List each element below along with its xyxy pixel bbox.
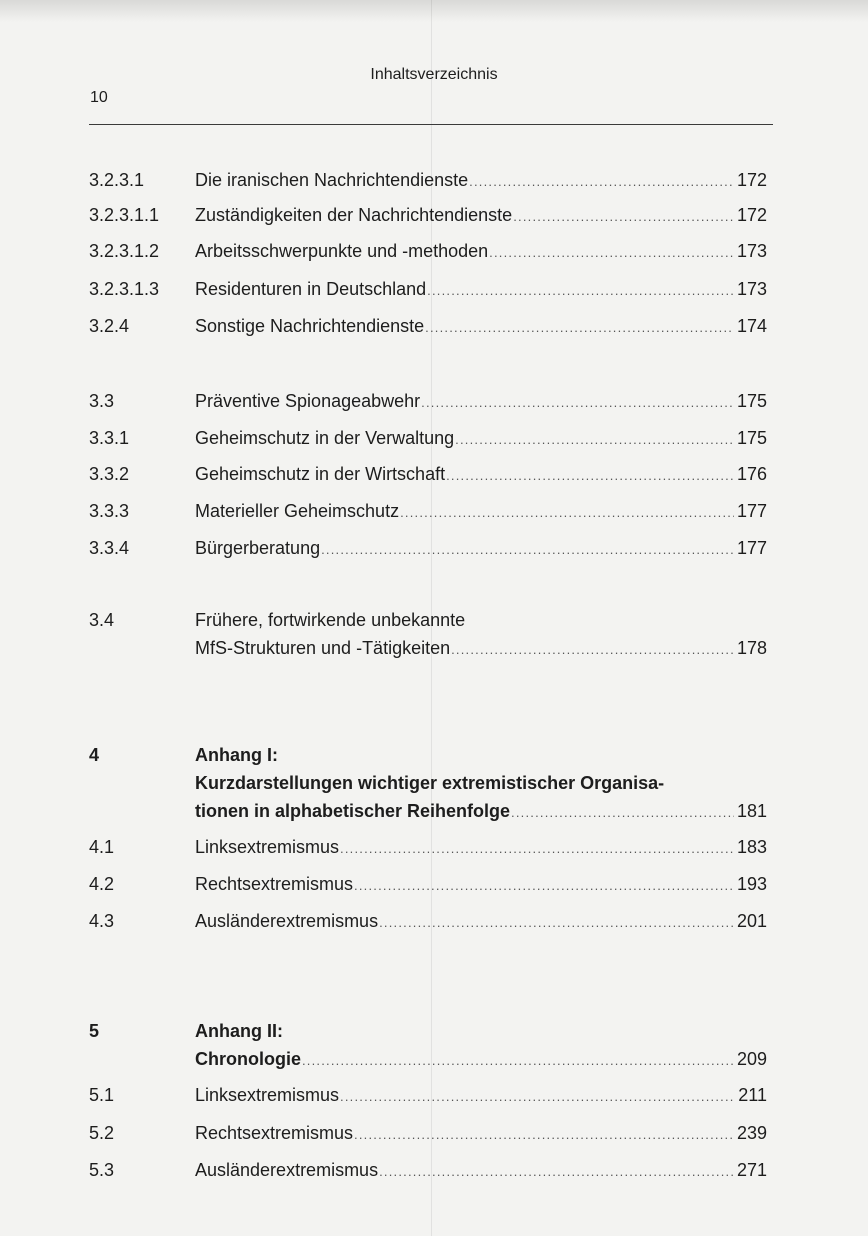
toc-entry-number: 3.2.3.1 xyxy=(89,170,145,190)
toc-entry-title: Ausländerextremismus xyxy=(195,911,379,931)
dot-leader xyxy=(451,636,734,664)
toc-entry-page: 173 xyxy=(736,279,767,299)
dot-leader xyxy=(513,200,734,234)
toc-entry-number: 3.3.4 xyxy=(89,538,130,558)
toc-entry-title-line: Anhang I: xyxy=(195,745,278,765)
dot-leader xyxy=(379,1155,734,1189)
toc-entry-number: 5.1 xyxy=(89,1085,115,1105)
dot-leader xyxy=(302,1047,734,1075)
toc-entry-page: 178 xyxy=(736,638,767,658)
dot-leader xyxy=(425,311,734,345)
header-divider xyxy=(89,124,773,125)
toc-entry-page: 183 xyxy=(736,837,767,857)
toc-entry-title-line: Anhang II: xyxy=(195,1021,283,1041)
toc-entry-page: 175 xyxy=(736,391,767,411)
toc-entry-title: Linksextremismus xyxy=(195,1085,340,1105)
toc-entry-number: 3.2.4 xyxy=(89,316,130,336)
toc-entry-number: 4.3 xyxy=(89,911,115,931)
toc-entry-number: 4 xyxy=(89,745,100,765)
toc-entry-number: 5.2 xyxy=(89,1123,115,1143)
toc-entry-title-line: Kurzdarstellungen wichtiger extremistischer Organisa- xyxy=(195,773,665,793)
toc-entry-page: 172 xyxy=(736,205,767,225)
toc-entry-page: 201 xyxy=(736,911,767,931)
dot-leader xyxy=(379,906,734,940)
toc-entry-title: Materieller Geheimschutz xyxy=(195,501,400,521)
dot-leader xyxy=(489,236,734,270)
dot-leader xyxy=(427,274,734,308)
dot-leader xyxy=(469,165,734,199)
toc-entry-page: 175 xyxy=(736,428,767,448)
toc-entry-title: Zuständigkeiten der Nachrichtendienste xyxy=(195,205,513,225)
toc-entry-title: Rechtsextremismus xyxy=(195,1123,354,1143)
toc-entry-page: 176 xyxy=(736,464,767,484)
toc-entry-title: Ausländerextremismus xyxy=(195,1160,379,1180)
scan-shadow xyxy=(0,0,868,22)
toc-entry-page: 177 xyxy=(736,538,767,558)
page-number: 10 xyxy=(90,89,108,106)
toc-entry-page: 177 xyxy=(736,501,767,521)
toc-entry-page: 239 xyxy=(736,1123,767,1143)
toc-entry-title: Sonstige Nachrichtendienste xyxy=(195,316,425,336)
toc-entry-page: 193 xyxy=(736,874,767,894)
dot-leader xyxy=(354,869,734,903)
toc-entry-number: 4.2 xyxy=(89,874,115,894)
running-header-title: Inhaltsverzeichnis xyxy=(370,66,498,83)
toc-entry-number: 5.3 xyxy=(89,1160,115,1180)
toc-entry-title: Rechtsextremismus xyxy=(195,874,354,894)
toc-entry-title: Die iranischen Nachrichtendienste xyxy=(195,170,469,190)
dot-leader xyxy=(354,1118,734,1152)
toc-entry-title-line: MfS-Strukturen und -Tätigkeiten xyxy=(195,638,451,658)
toc-entry-page: 173 xyxy=(736,241,767,261)
dot-leader xyxy=(421,386,734,420)
toc-entry-title: Bürgerberatung xyxy=(195,538,321,558)
toc-entry-title-line: tionen in alphabetischer Reihenfolge xyxy=(195,801,511,821)
toc-entry-page: 271 xyxy=(736,1160,767,1180)
toc-entry-page: 209 xyxy=(736,1049,767,1069)
dot-leader xyxy=(321,533,734,567)
dot-leader xyxy=(511,799,734,827)
toc-entry-page: 174 xyxy=(736,316,767,336)
toc-entry-title: Linksextremismus xyxy=(195,837,340,857)
toc-entry-number: 4.1 xyxy=(89,837,115,857)
toc-entry-title: Geheimschutz in der Wirtschaft xyxy=(195,464,446,484)
toc-entry-title: Präventive Spionageabwehr xyxy=(195,391,421,411)
toc-entry-title: Residenturen in Deutschland xyxy=(195,279,427,299)
toc-entry-number: 3.3.3 xyxy=(89,501,130,521)
dot-leader xyxy=(340,832,734,866)
dot-leader xyxy=(455,423,734,457)
toc-entry-number: 3.3.1 xyxy=(89,428,130,448)
toc-entry-title: Geheimschutz in der Verwaltung xyxy=(195,428,455,448)
dot-leader xyxy=(400,496,734,530)
toc-entry-number: 5 xyxy=(89,1021,100,1041)
toc-entry-title-line: Chronologie xyxy=(195,1049,301,1069)
toc-entry-title: Arbeitsschwerpunkte und -methoden xyxy=(195,241,489,261)
toc-entry-number: 3.2.3.1.1 xyxy=(89,205,160,225)
toc-entry-number: 3.4 xyxy=(89,610,115,630)
toc-entry-number: 3.3 xyxy=(89,391,115,411)
toc-entry-number: 3.2.3.1.3 xyxy=(89,279,160,299)
toc-entry-page: 211 xyxy=(738,1085,767,1105)
dot-leader xyxy=(446,459,734,493)
toc-entry-page: 172 xyxy=(736,170,767,190)
toc-entry-page: 181 xyxy=(736,801,767,821)
toc-entry-title-line: Frühere, fortwirkende unbekannte xyxy=(195,610,466,630)
toc-entry-number: 3.2.3.1.2 xyxy=(89,241,160,261)
dot-leader xyxy=(340,1080,735,1114)
toc-entry-number: 3.3.2 xyxy=(89,464,130,484)
